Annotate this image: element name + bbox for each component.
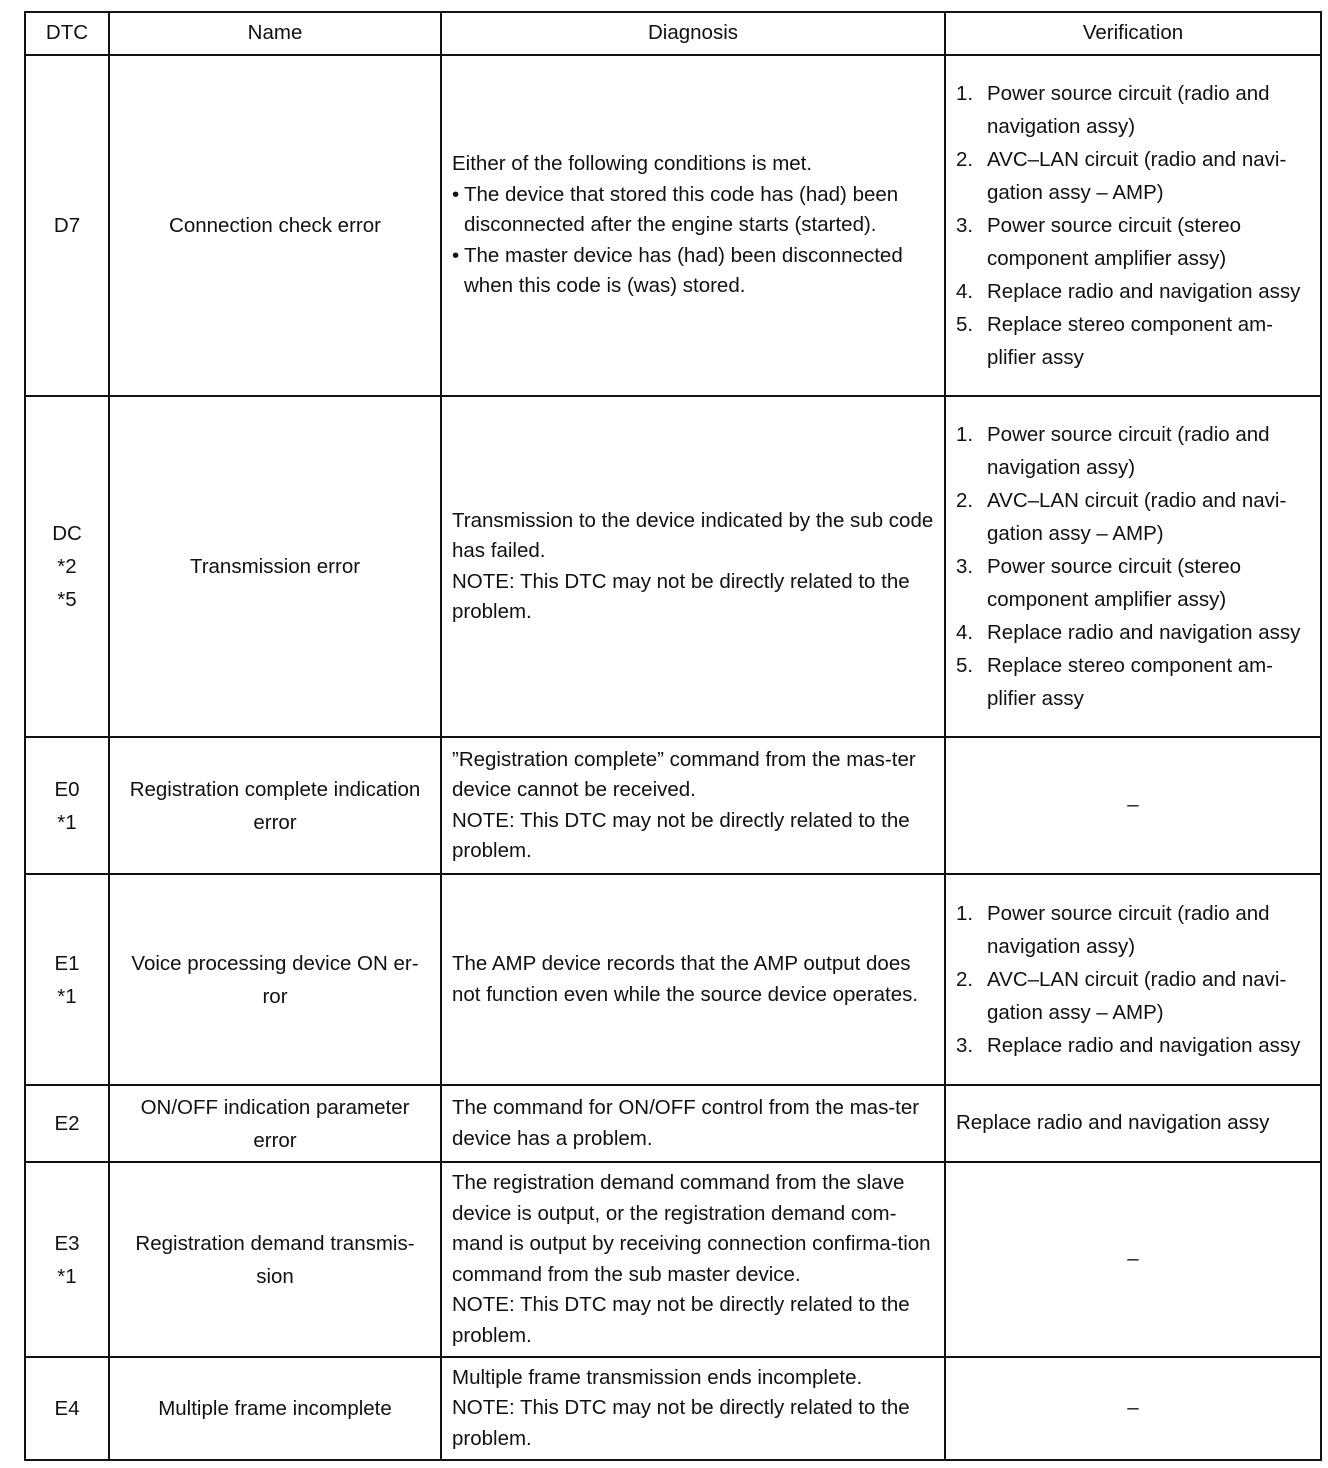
verification-step-text: Replace radio and navigation assy <box>987 1034 1301 1057</box>
verification-step <box>956 484 1310 550</box>
step-number: 4. <box>956 621 974 644</box>
verification-step <box>956 550 1310 616</box>
verification-list <box>956 897 1310 1062</box>
dtc-code-line: DC <box>52 522 82 545</box>
diagnosis-line: Transmission to the device indicated by the sub code has failed. <box>452 508 934 562</box>
dtc-name-cell: Multiple frame incomplete <box>109 1357 441 1460</box>
verification-step-text: Power source circuit (radio and navigation assy) <box>987 902 1270 958</box>
diagnosis-cell <box>441 396 945 737</box>
diagnosis-cell <box>441 55 945 396</box>
verification-cell <box>945 874 1321 1085</box>
dtc-code-cell <box>25 1162 109 1357</box>
verification-step <box>956 616 1310 649</box>
step-number: 4. <box>956 280 974 303</box>
dtc-code-cell <box>25 396 109 737</box>
diagnosis-line: ”Registration complete” command from the mas-ter device cannot be received. <box>452 747 916 801</box>
diagnosis-line: The command for ON/OFF control from the mas-ter device has a problem. <box>452 1096 920 1150</box>
dtc-code-cell <box>25 1085 109 1162</box>
verification-step <box>956 275 1310 308</box>
diagnosis-cell <box>441 1085 945 1162</box>
table-header-row <box>25 12 1321 55</box>
dtc-code-line: *2 <box>57 555 77 578</box>
table-row <box>25 874 1321 1085</box>
verification-step-text: Power source circuit (stereo component amplifier assy) <box>987 555 1242 611</box>
diagnosis-line: The AMP device records that the AMP output does not function even while the source device operates. <box>452 952 919 1006</box>
step-number: 1. <box>956 902 974 925</box>
dtc-code-line: E2 <box>54 1112 80 1135</box>
table-row <box>25 1162 1321 1357</box>
verification-step <box>956 308 1310 374</box>
diagnosis-line: NOTE: This DTC may not be directly related to the problem. <box>452 1293 910 1347</box>
table-body <box>25 55 1321 1460</box>
step-number: 5. <box>956 654 974 677</box>
verification-cell <box>945 1085 1321 1162</box>
dtc-code-line: *1 <box>57 1264 77 1288</box>
diagnosis-bullet <box>452 180 936 241</box>
verification-cell <box>945 1357 1321 1460</box>
dtc-name-cell: Connection check error <box>109 55 441 396</box>
verification-step-text: Power source circuit (stereo component amplifier assy) <box>987 214 1242 270</box>
verification-step <box>956 418 1310 484</box>
verification-step-text: Power source circuit (radio and navigation assy) <box>987 82 1270 138</box>
verification-text: – <box>1127 1396 1139 1420</box>
verification-step-text: Replace radio and navigation assy <box>987 621 1301 644</box>
header-dtc: DTC <box>25 12 109 55</box>
table-row <box>25 737 1321 874</box>
dtc-code-line: *1 <box>57 984 77 1008</box>
bullet-icon: • <box>452 182 460 206</box>
verification-step-text: Power source circuit (radio and navigation assy) <box>987 423 1270 479</box>
step-number: 3. <box>956 214 974 237</box>
diagnosis-cell <box>441 1162 945 1357</box>
step-number: 5. <box>956 313 974 336</box>
step-number: 2. <box>956 148 974 171</box>
diagnosis-cell <box>441 737 945 874</box>
verification-step-text: Replace radio and navigation assy <box>987 280 1301 303</box>
verification-step-text: AVC–LAN circuit (radio and navi-gation assy – AMP) <box>987 489 1287 545</box>
diagnosis-line: Multiple frame transmission ends incomplete. <box>452 1365 863 1389</box>
verification-step-text: AVC–LAN circuit (radio and navi-gation assy – AMP) <box>987 148 1287 204</box>
step-number: 2. <box>956 489 974 512</box>
verification-step <box>956 143 1310 209</box>
dtc-code-line: E3 <box>54 1231 80 1255</box>
dtc-table <box>24 11 1322 1461</box>
step-number: 2. <box>956 968 974 991</box>
diagnosis-bullet <box>452 241 936 302</box>
verification-step <box>956 77 1310 143</box>
diagnosis-line: The registration demand command from the slave device is output, or the registration demand com-mand is output by receiving connection confirma-tion command from the sub master device. <box>452 1171 931 1286</box>
dtc-name-cell: Transmission error <box>109 396 441 737</box>
diagnosis-line: NOTE: This DTC may not be directly related to the problem. <box>452 808 910 862</box>
step-number: 3. <box>956 1034 974 1057</box>
verification-text: – <box>1127 1247 1139 1271</box>
dtc-code-cell <box>25 55 109 396</box>
verification-cell <box>945 1162 1321 1357</box>
bullet-icon: • <box>452 243 460 267</box>
header-name: Name <box>109 12 441 55</box>
step-number: 1. <box>956 82 974 105</box>
dtc-code-line: *5 <box>57 588 77 611</box>
header-diagnosis: Diagnosis <box>441 12 945 55</box>
diagnosis-bullet-text: The device that stored this code has (had) been disconnected after the engine starts (started). <box>464 182 899 237</box>
verification-step <box>956 1029 1310 1062</box>
dtc-name-cell: Registration demand transmis-sion <box>109 1162 441 1357</box>
table-row <box>25 396 1321 737</box>
dtc-code-line: D7 <box>53 214 81 237</box>
dtc-name-cell: ON/OFF indication parameter error <box>109 1085 441 1162</box>
verification-step <box>956 209 1310 275</box>
table-row <box>25 1085 1321 1162</box>
verification-step <box>956 963 1310 1029</box>
dtc-code-line: E4 <box>54 1397 80 1420</box>
verification-step <box>956 649 1310 715</box>
dtc-code-line: E0 <box>54 777 80 801</box>
verification-cell <box>945 737 1321 874</box>
verification-list <box>956 418 1310 715</box>
header-verification: Verification <box>945 12 1321 55</box>
verification-list <box>956 77 1310 374</box>
dtc-code-line: E1 <box>54 951 80 975</box>
diagnosis-intro: Either of the following conditions is met. <box>452 152 813 176</box>
step-number: 1. <box>956 423 974 446</box>
verification-text: Replace radio and navigation assy <box>956 1111 1270 1135</box>
verification-text: – <box>1127 793 1139 817</box>
dtc-name-cell: Voice processing device ON er-ror <box>109 874 441 1085</box>
table-row <box>25 1357 1321 1460</box>
diagnosis-cell <box>441 1357 945 1460</box>
diagnosis-bullet-text: The master device has (had) been disconnected when this code is (was) stored. <box>464 243 903 298</box>
verification-cell <box>945 396 1321 737</box>
table-row <box>25 55 1321 396</box>
dtc-code-cell <box>25 737 109 874</box>
diagnosis-cell <box>441 874 945 1085</box>
dtc-name-cell: Registration complete indication error <box>109 737 441 874</box>
verification-step <box>956 897 1310 963</box>
dtc-code-cell <box>25 1357 109 1460</box>
verification-step-text: AVC–LAN circuit (radio and navi-gation assy – AMP) <box>987 968 1287 1024</box>
diagnosis-line: NOTE: This DTC may not be directly related to the problem. <box>452 1396 910 1450</box>
diagnosis-line: NOTE: This DTC may not be directly related to the problem. <box>452 569 910 623</box>
verification-cell <box>945 55 1321 396</box>
dtc-code-cell <box>25 874 109 1085</box>
verification-step-text: Replace stereo component am-plifier assy <box>987 313 1274 369</box>
dtc-code-line: *1 <box>57 810 77 834</box>
verification-step-text: Replace stereo component am-plifier assy <box>987 654 1274 710</box>
step-number: 3. <box>956 555 974 578</box>
